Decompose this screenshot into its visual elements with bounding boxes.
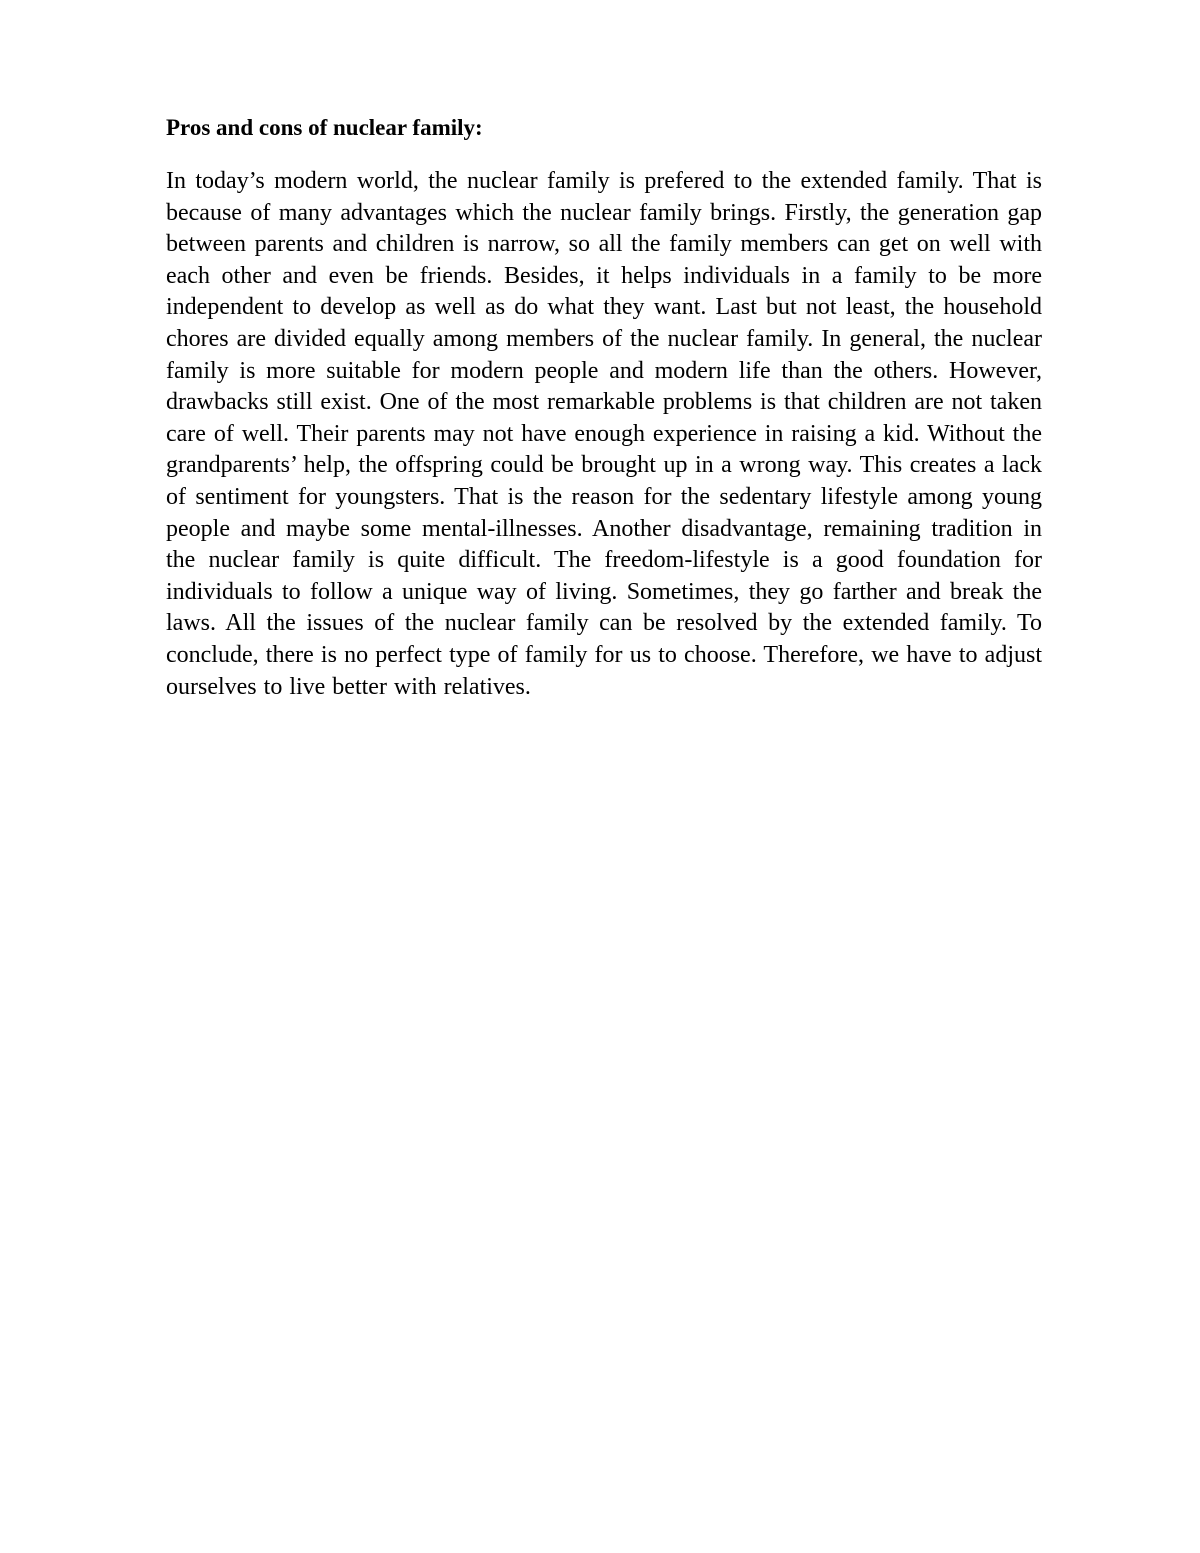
document-content <box>166 112 1042 703</box>
document-paragraph: In today’s modern world, the nuclear family is prefered to the extended family. That is because of many advantages which the nuclear family brings. Firstly, the generation gap between parents and children is narrow, so all the family members can get on well with each other and even be friends. Besides, it helps individuals in a family to be more independent to develop as well as do what they want. Last but not least, the household chores are divided equally among members of the nuclear family. In general, the nuclear family is more suitable for modern people and modern life than the others. However, drawbacks still exist. One of the most remarkable problems is that children are not taken care of well. Their parents may not have enough experience in raising a kid. Without the grandparents’ help, the offspring could be brought up in a wrong way. This creates a lack of sentiment for youngsters. That is the reason for the sedentary lifestyle among young people and maybe some mental-illnesses. Another disadvantage, remaining tradition in the nuclear family is quite difficult. The freedom-lifestyle is a good foundation for individuals to follow a unique way of living. Sometimes, they go farther and break the laws. All the issues of the nuclear family can be resolved by the extended family. To conclude, there is no perfect type of family for us to choose. Therefore, we have to adjust ourselves to live better with relatives. <box>166 168 1042 700</box>
document-title: Pros and cons of nuclear family: <box>166 115 483 140</box>
